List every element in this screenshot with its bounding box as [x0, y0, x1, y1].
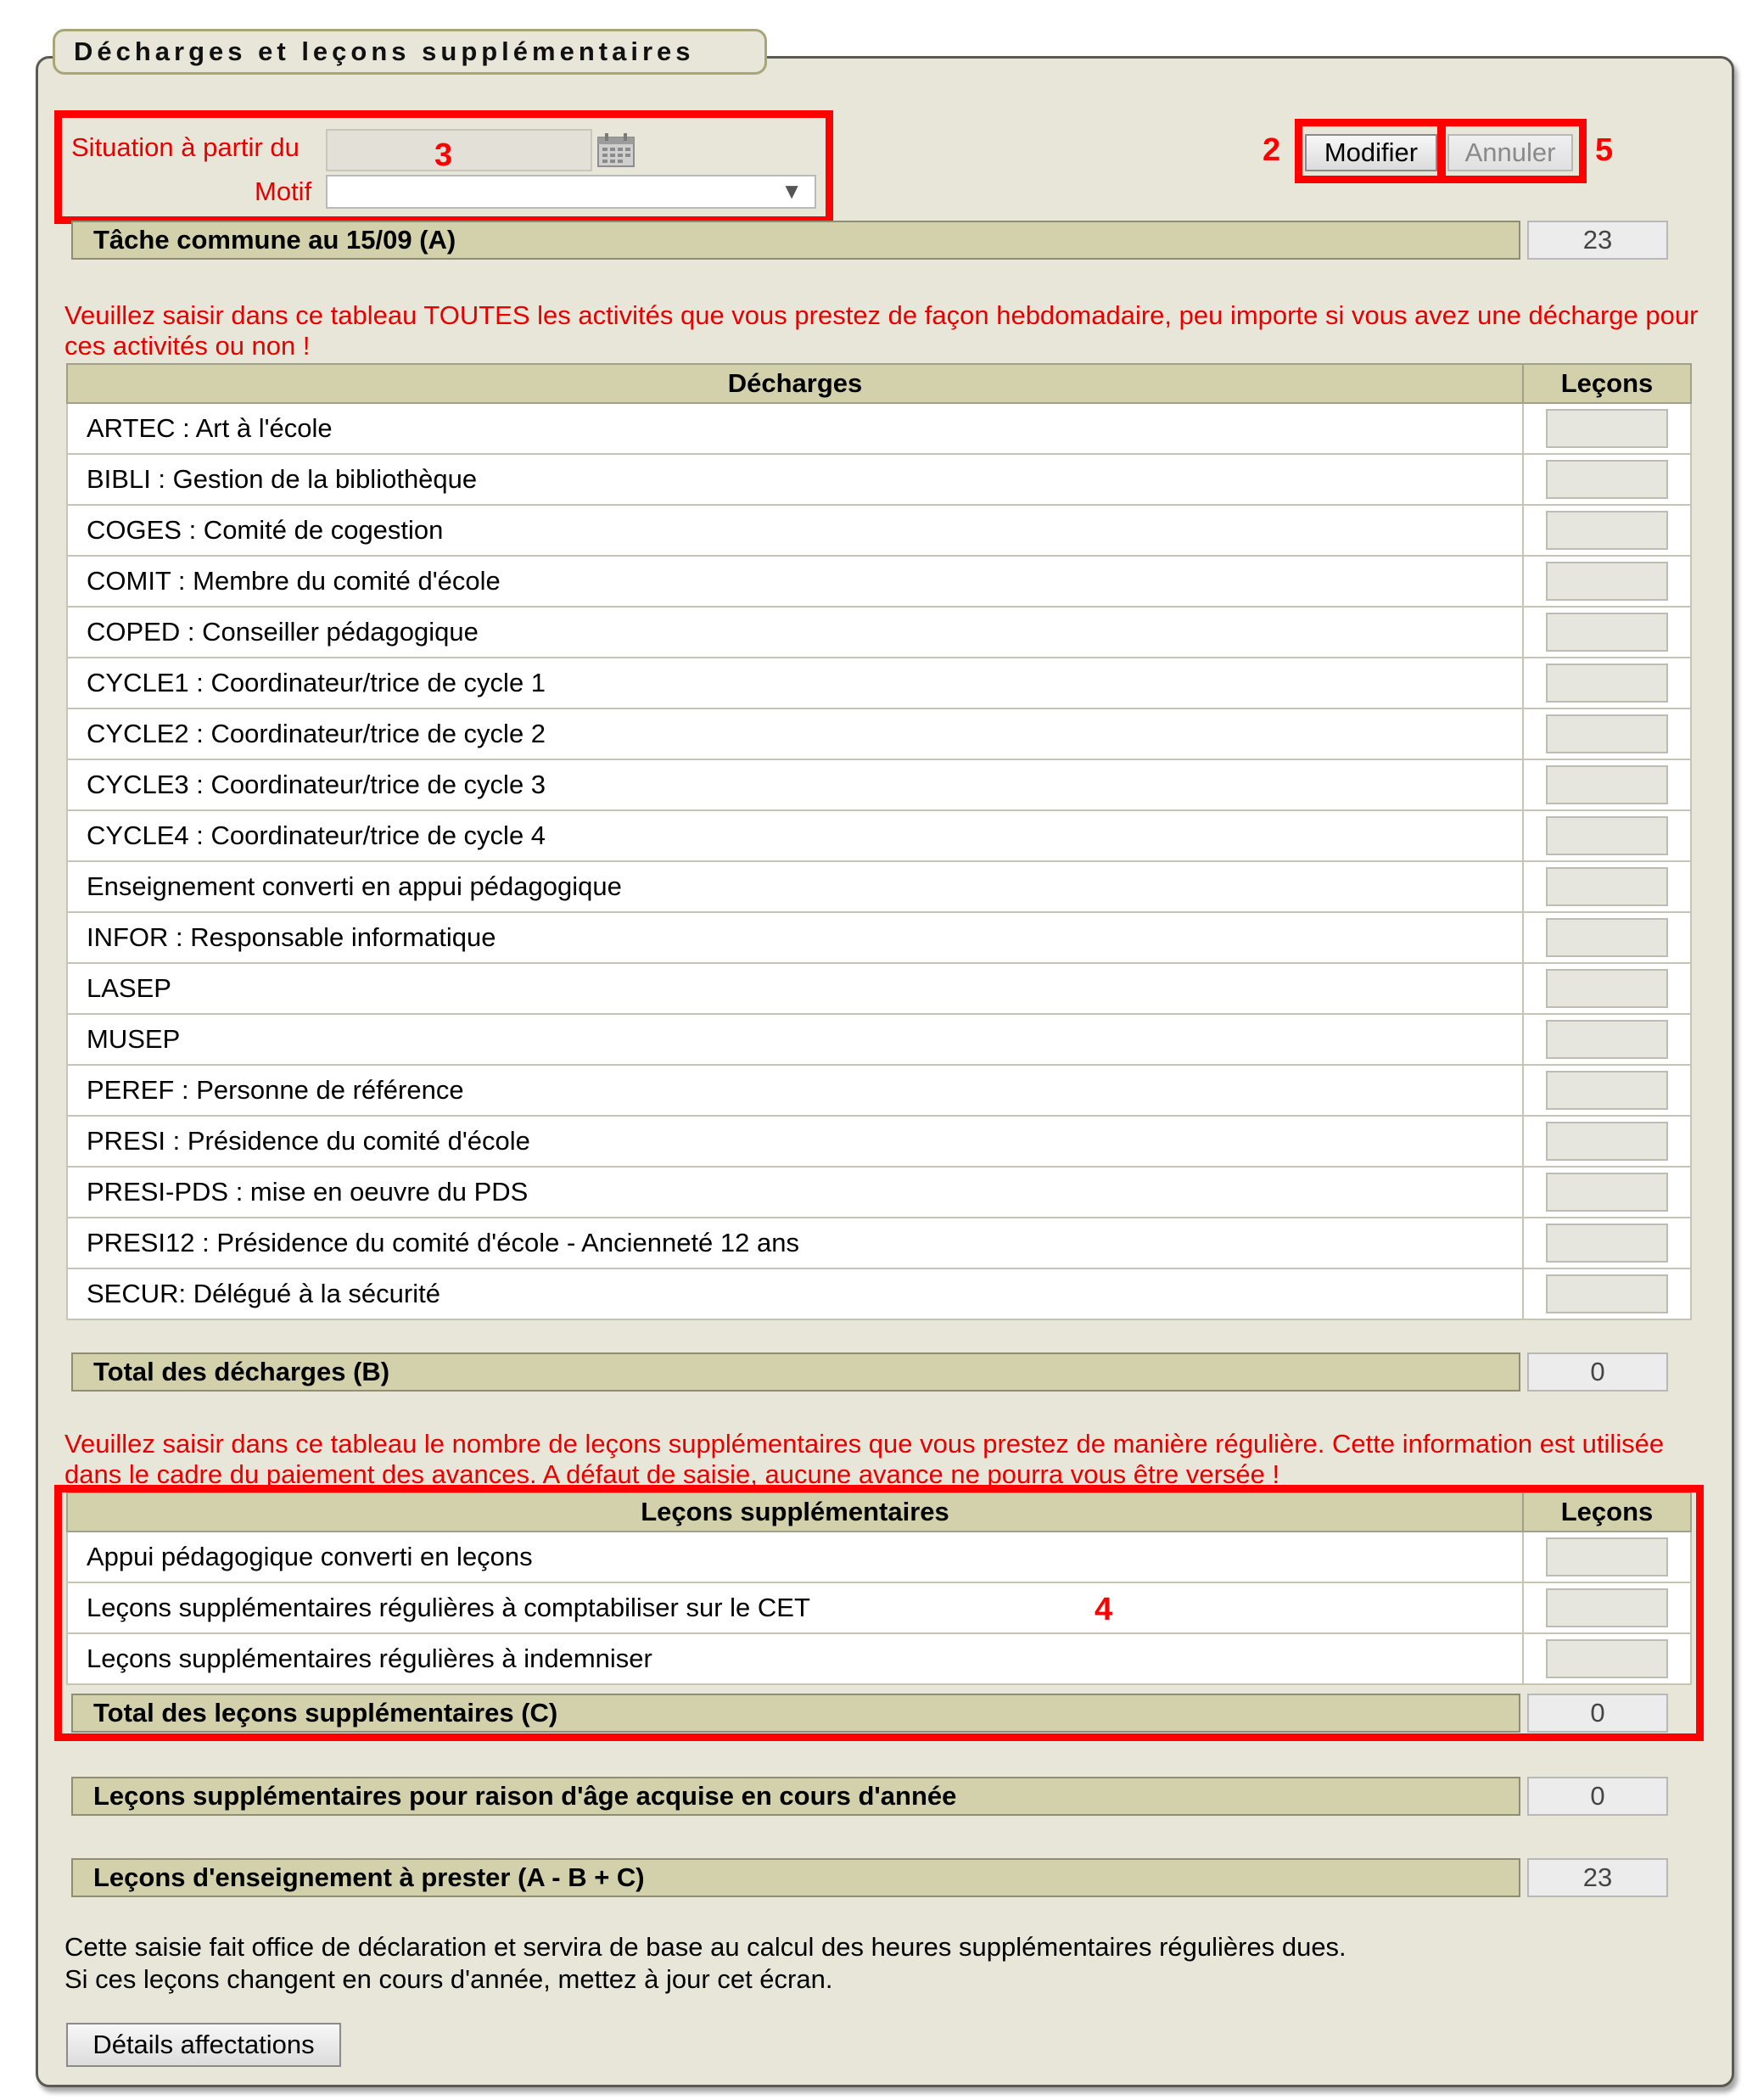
- row-label: PRESI-PDS : mise en oeuvre du PDS: [67, 1167, 1523, 1218]
- lecons-cell: [1523, 1268, 1691, 1319]
- footer-line-1: Cette saisie fait office de déclaration et servira de base au calcul des heures supplémentaires régulières dues.: [64, 1932, 1346, 1962]
- row-label: CYCLE2 : Coordinateur/trice de cycle 2: [67, 708, 1523, 759]
- lecons-input[interactable]: [1546, 562, 1668, 601]
- lecons-input[interactable]: [1546, 1071, 1668, 1110]
- chevron-down-icon: ▼: [781, 178, 803, 204]
- lecons-cell: [1523, 505, 1691, 556]
- situation-label: Situation à partir du: [71, 132, 300, 162]
- annotation-marker-4: 4: [1095, 1592, 1113, 1627]
- table-row: [67, 861, 1691, 912]
- row-label: PEREF : Personne de référence: [67, 1065, 1523, 1116]
- tache-commune-label: Tâche commune au 15/09 (A): [71, 221, 1520, 260]
- row-label: CYCLE4 : Coordinateur/trice de cycle 4: [67, 810, 1523, 861]
- row-label: CYCLE1 : Coordinateur/trice de cycle 1: [67, 658, 1523, 708]
- modifier-button[interactable]: Modifier: [1305, 134, 1437, 171]
- row-label: Leçons supplémentaires régulières à comptabiliser sur le CET: [67, 1582, 1523, 1633]
- lecons-a-prester-label: Leçons d'enseignement à prester (A - B + C): [71, 1858, 1520, 1897]
- lecons-cell: [1523, 759, 1691, 810]
- annuler-button[interactable]: Annuler: [1447, 134, 1573, 171]
- row-label: COGES : Comité de cogestion: [67, 505, 1523, 556]
- table-row: [67, 1218, 1691, 1268]
- lecons-input[interactable]: [1546, 1173, 1668, 1212]
- table-row: [67, 1167, 1691, 1218]
- table-row: [67, 658, 1691, 708]
- total-supplementaires-label: Total des leçons supplémentaires (C): [71, 1694, 1520, 1733]
- row-label: BIBLI : Gestion de la bibliothèque: [67, 454, 1523, 505]
- table-row: [67, 1014, 1691, 1065]
- row-label: MUSEP: [67, 1014, 1523, 1065]
- row-label: COMIT : Membre du comité d'école: [67, 556, 1523, 607]
- warning-note-supplementaires: Veuillez saisir dans ce tableau le nombre de leçons supplémentaires que vous prestez de manière régulière. Cette information est utilisée dans le cadre du paiement des avances. A défaut de saisie, aucune avance ne pourra vous être versée !: [64, 1429, 1665, 1489]
- annotation-box-2: [1295, 119, 1446, 183]
- motif-label: Motif: [255, 176, 312, 206]
- table-row: [67, 1116, 1691, 1167]
- table-row: [67, 810, 1691, 861]
- tache-commune-value: 23: [1527, 221, 1668, 260]
- details-affectations-button[interactable]: Détails affectations: [66, 2023, 341, 2067]
- lecons-input[interactable]: [1546, 664, 1668, 703]
- lecons-input[interactable]: [1546, 460, 1668, 499]
- lecons-cell: [1523, 708, 1691, 759]
- lecons-input[interactable]: [1546, 1122, 1668, 1161]
- lecons-cell: [1523, 810, 1691, 861]
- lecons-input[interactable]: [1546, 511, 1668, 550]
- row-label: Enseignement converti en appui pédagogique: [67, 861, 1523, 912]
- annotation-marker-5: 5: [1595, 132, 1614, 168]
- table-row: [67, 454, 1691, 505]
- lecons-cell: [1523, 658, 1691, 708]
- lecons-input[interactable]: [1546, 816, 1668, 855]
- lecons-cell: [1523, 556, 1691, 607]
- lecons-cell: [1523, 912, 1691, 963]
- annotation-marker-2: 2: [1263, 132, 1281, 168]
- decharges-table: [66, 363, 1692, 1320]
- lecons-a-prester-value: 23: [1527, 1858, 1668, 1897]
- row-label: Appui pédagogique converti en leçons: [67, 1532, 1523, 1582]
- row-label: ARTEC : Art à l'école: [67, 403, 1523, 454]
- lecons-input[interactable]: [1546, 714, 1668, 753]
- row-label: PRESI12 : Présidence du comité d'école - Ancienneté 12 ans: [67, 1218, 1523, 1268]
- total-supplementaires-value: 0: [1527, 1694, 1668, 1733]
- lecons-cell: [1523, 607, 1691, 658]
- row-label: SECUR: Délégué à la sécurité: [67, 1268, 1523, 1319]
- total-decharges-label: Total des décharges (B): [71, 1352, 1520, 1392]
- lecons-cell: [1523, 1116, 1691, 1167]
- lecons-input[interactable]: [1546, 409, 1668, 448]
- row-label: INFOR : Responsable informatique: [67, 912, 1523, 963]
- row-label: LASEP: [67, 963, 1523, 1014]
- table-row: [67, 1065, 1691, 1116]
- row-label: CYCLE3 : Coordinateur/trice de cycle 3: [67, 759, 1523, 810]
- lecons-input[interactable]: [1546, 918, 1668, 957]
- row-label: PRESI : Présidence du comité d'école: [67, 1116, 1523, 1167]
- lecons-cell: [1523, 1218, 1691, 1268]
- lecons-column-header: Leçons: [1523, 364, 1691, 403]
- table-row: [67, 708, 1691, 759]
- table-row: [67, 403, 1691, 454]
- table-row: [67, 912, 1691, 963]
- table-row: [67, 963, 1691, 1014]
- warning-note-decharges: Veuillez saisir dans ce tableau TOUTES les activités que vous prestez de façon hebdomadaire, peu importe si vous avez une décharge pour ces activités ou non !: [64, 300, 1699, 361]
- annotation-marker-3: 3: [434, 137, 453, 173]
- age-label: Leçons supplémentaires pour raison d'âge acquise en cours d'année: [71, 1777, 1520, 1816]
- lecons-input[interactable]: [1546, 1020, 1668, 1059]
- lecons-input[interactable]: [1546, 969, 1668, 1008]
- panel-title: Décharges et leçons supplémentaires: [53, 29, 767, 75]
- footer-line-2: Si ces leçons changent en cours d'année, mettez à jour cet écran.: [64, 1964, 833, 1994]
- total-decharges-value: 0: [1527, 1352, 1668, 1392]
- table-row: [67, 759, 1691, 810]
- lecons-cell: [1523, 403, 1691, 454]
- annotation-box-5: [1437, 119, 1587, 183]
- table-row: [67, 607, 1691, 658]
- lecons-input[interactable]: [1546, 613, 1668, 652]
- lecons-cell: [1523, 861, 1691, 912]
- lecons-column-header: Leçons: [1523, 1492, 1691, 1532]
- age-value: 0: [1527, 1777, 1668, 1816]
- supplementaires-column-header: Leçons supplémentaires: [67, 1492, 1523, 1532]
- lecons-cell: [1523, 1014, 1691, 1065]
- table-row: [67, 556, 1691, 607]
- decharges-column-header: Décharges: [67, 364, 1523, 403]
- lecons-input[interactable]: [1546, 765, 1668, 804]
- lecons-input[interactable]: [1546, 1274, 1668, 1313]
- table-row: [67, 1268, 1691, 1319]
- annotation-box-4: [54, 1485, 1704, 1741]
- lecons-input[interactable]: [1546, 867, 1668, 906]
- table-row: [67, 505, 1691, 556]
- lecons-cell: [1523, 1167, 1691, 1218]
- lecons-cell: [1523, 963, 1691, 1014]
- lecons-cell: [1523, 1065, 1691, 1116]
- lecons-cell: [1523, 454, 1691, 505]
- row-label: Leçons supplémentaires régulières à indemniser: [67, 1633, 1523, 1684]
- row-label: COPED : Conseiller pédagogique: [67, 607, 1523, 658]
- lecons-input[interactable]: [1546, 1224, 1668, 1263]
